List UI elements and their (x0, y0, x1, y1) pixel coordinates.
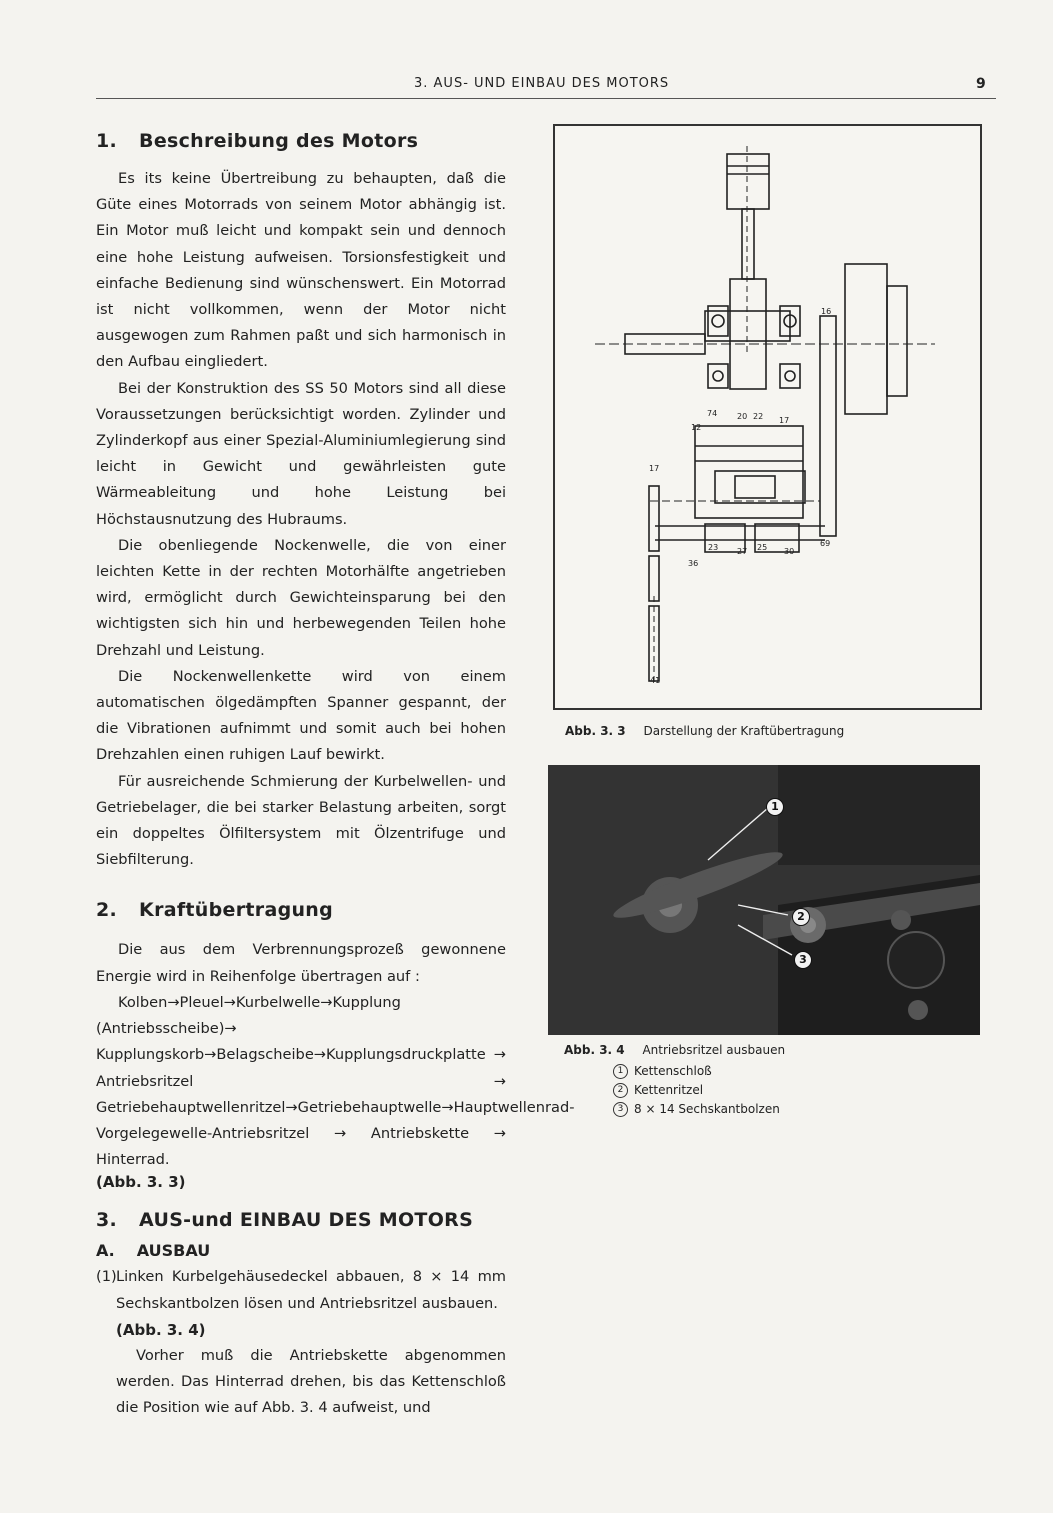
legend-text: Kettenritzel (634, 1083, 704, 1097)
step-item (96, 1264, 506, 1421)
part-number: 20 (737, 412, 748, 421)
section-2-heading (96, 899, 506, 921)
section-number: 2. (96, 899, 118, 922)
figure-3-3-caption (565, 724, 844, 738)
power-flow-text: Kolben→Pleuel→Kurbelwelle→Kupplung (Antriebsscheibe)→ Kupplungskorb→Belagscheibe→Kupplungsdruckplatte → Antriebsritzel → Getriebehauptwellenritzel→Getriebehauptwelle→Hauptwellenrad-Vorgelegewelle-Antriebsritzel → Antriebskette → Hinterrad. (96, 993, 575, 1169)
paragraph: Es its keine Übertreibung zu behaupten, daß die Güte eines Motorrads von seinem Motor abhängig ist. Ein Motor muß leicht und kompakt sein und dennoch eine hohe Leistung aufweisen. Torsionsfestigkeit und einfache Bedienung sind wünschenswert. Ein Motorrad ist nicht vollkommen, wenn der Motor nicht ausgewogen zum Rahmen paßt und sich harmonisch in den Aufbau eingliedert. (96, 170, 506, 371)
legend-item (613, 1062, 780, 1081)
legend-marker: 2 (613, 1083, 628, 1098)
paragraph: Für ausreichende Schmierung der Kurbelwellen- und Getriebelager, die bei starker Belastung arbeiten, sorgt ein doppeltes Ölfiltersystem mit Ölzentrifuge und Siebfilterung. (96, 772, 506, 869)
figure-legend (613, 1062, 780, 1119)
section-number: 3. (96, 1209, 118, 1232)
subsection-heading (96, 1241, 506, 1260)
callout-marker: 1 (766, 798, 784, 816)
paragraph: Die aus dem Verbrennungsprozeß gewonnene Energie wird in Reihenfolge übertragen auf : (96, 941, 506, 985)
legend-marker: 3 (613, 1102, 628, 1117)
part-number: 25 (757, 543, 768, 552)
section-3-heading (96, 1209, 506, 1231)
subsection-letter: A. (96, 1241, 115, 1261)
left-column (96, 130, 575, 1422)
subsection-title: AUSBAU (136, 1241, 211, 1261)
part-number: 12 (691, 423, 702, 432)
figure-3-4-caption (564, 1043, 785, 1057)
part-number: 36 (688, 559, 699, 568)
section-1-heading (96, 130, 506, 152)
figure-drivetrain-diagram (553, 124, 982, 710)
paragraph: Bei der Konstruktion des SS 50 Motors sind all diese Voraussetzungen berücksichtigt worden. Zylinder und Zylinderkopf aus einer Spezial-Aluminiumlegierung sind leicht in Gewicht und gewährleisten gute Wärmeableitung und hohe Leistung bei Höchstausnutzung des Hubraums. (96, 379, 506, 528)
running-title: 3. AUS- UND EINBAU DES MOTORS (414, 76, 670, 91)
part-number: 23 (708, 543, 719, 552)
page-header (96, 74, 996, 99)
paragraph: Die obenliegende Nockenwelle, die von einer leichten Kette in der rechten Motorhälfte angetrieben wird, ermöglicht durch Gewichteinsparung bei den wichtigsten sich hin und herbewegenden Teilen hohe Drehzahl und Leistung. (96, 536, 506, 659)
paragraph: Die Nockenwellenkette wird von einem automatischen ölgedämpften Spanner gespannt, der die Vibrationen aufnimmt und somit auch bei hohen Drehzahlen einen ruhigen Lauf bewirkt. (96, 667, 506, 764)
part-number: 16 (821, 307, 832, 316)
part-number: 74 (707, 409, 718, 418)
figure-caption-text: Darstellung der Kraftübertragung (643, 724, 845, 738)
section-title: Kraftübertragung (139, 899, 334, 922)
drivetrain-drawing (555, 126, 980, 708)
step-continuation: Vorher muß die Antriebskette abgenommen werden. Das Hinterrad drehen, bis das Kettenschloß die Position wie auf Abb. 3. 4 aufweist, und (116, 1346, 506, 1417)
step-number: (1) (96, 1268, 117, 1286)
part-number: 30 (784, 547, 795, 556)
piston-shape (727, 154, 769, 209)
part-number: 17 (779, 416, 790, 425)
step-text: Linken Kurbelgehäusedeckel abbauen, 8 × 14 mm Sechskantbolzen lösen und Antriebsritzel ausbauen. (116, 1268, 506, 1312)
section-title: AUS-und EINBAU DES MOTORS (139, 1209, 474, 1232)
section-number: 1. (96, 130, 118, 152)
part-number: 69 (820, 539, 831, 548)
figure-engine-photo (548, 765, 980, 1035)
figure-label: Abb. 3. 4 (564, 1043, 625, 1057)
figure-reference: (Abb. 3. 3) (96, 1173, 186, 1192)
callout-marker: 3 (794, 951, 812, 969)
step-body (116, 1264, 506, 1421)
legend-item (613, 1100, 780, 1119)
legend-text: 8 × 14 Sechskantbolzen (634, 1102, 780, 1116)
engine-photo-drawing (548, 765, 980, 1035)
figure-label: Abb. 3. 3 (565, 724, 626, 738)
callout-marker: 2 (792, 908, 810, 926)
legend-marker: 1 (613, 1064, 628, 1079)
part-number: 41 (650, 676, 661, 685)
figure-reference: (Abb. 3. 4) (116, 1320, 206, 1339)
page-number: 9 (976, 76, 986, 92)
part-number: 27 (737, 547, 748, 556)
legend-item (613, 1081, 780, 1100)
legend-text: Kettenschloß (634, 1064, 712, 1078)
section-title: Beschreibung des Motors (139, 130, 419, 152)
part-number: 22 (753, 412, 764, 421)
figure-caption-text: Antriebsritzel ausbauen (642, 1043, 786, 1057)
part-number: 17 (649, 464, 660, 473)
connecting-rod (742, 209, 754, 279)
